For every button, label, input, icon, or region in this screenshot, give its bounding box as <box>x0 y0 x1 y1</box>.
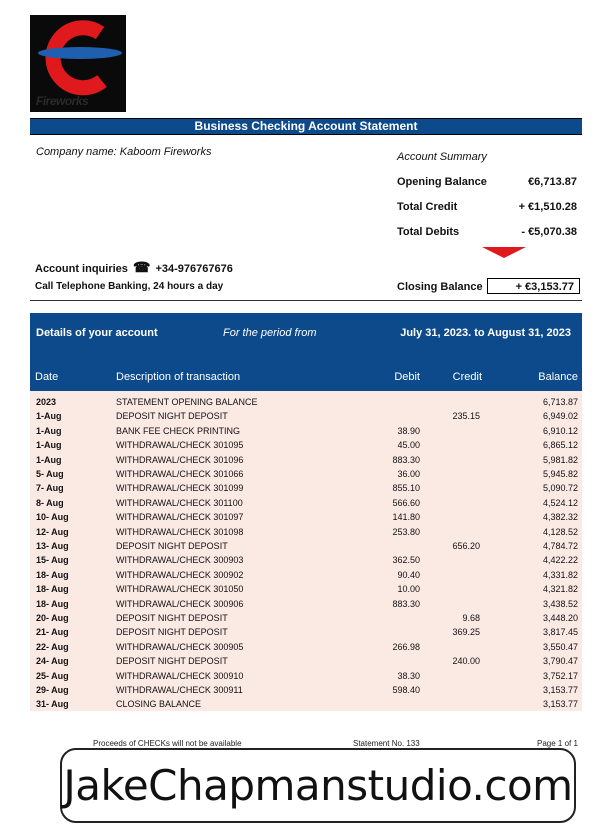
table-row <box>30 525 582 539</box>
opening-balance-value: €6,713.87 <box>528 176 577 188</box>
statement-number: Statement No. 133 <box>353 739 420 748</box>
row-balance: 3,153.77 <box>542 699 578 710</box>
row-debit: 883.30 <box>392 598 420 609</box>
row-debit: 90.40 <box>397 569 420 580</box>
row-balance: 4,128.52 <box>542 526 578 537</box>
account-details-header <box>30 313 582 391</box>
total-debits-value: - €5,070.38 <box>521 226 577 238</box>
account-inquiries <box>35 259 233 276</box>
row-balance: 3,550.47 <box>542 641 578 652</box>
col-debit: Debit <box>394 371 420 383</box>
row-debit: 566.60 <box>392 497 420 508</box>
row-date: 20- Aug <box>36 613 69 623</box>
table-row <box>30 409 582 423</box>
table-row <box>30 611 582 625</box>
telephone-banking-note: Call Telephone Banking, 24 hours a day <box>35 281 224 292</box>
opening-balance-label: Opening Balance <box>397 176 487 188</box>
row-debit: 266.98 <box>392 641 420 652</box>
row-debit: 36.00 <box>397 469 420 479</box>
table-row <box>30 510 582 524</box>
row-balance: 4,321.82 <box>542 584 578 595</box>
row-description: WITHDRAWAL/CHECK 301096 <box>116 454 244 465</box>
divider <box>30 300 582 301</box>
row-description: WITHDRAWAL/CHECK 300911 <box>116 685 243 695</box>
summary-heading: Account Summary <box>397 151 487 163</box>
row-date: 12- Aug <box>36 526 69 537</box>
row-debit: 253.80 <box>392 526 420 537</box>
row-description: WITHDRAWAL/CHECK 301097 <box>116 512 244 523</box>
col-description: Description of transaction <box>116 371 241 383</box>
total-credit-row <box>397 201 577 213</box>
row-debit: 362.50 <box>392 555 420 566</box>
col-balance: Balance <box>538 371 578 383</box>
row-description: DEPOSIT NIGHT DEPOSIT <box>116 656 228 667</box>
period-range: July 31, 2023. to August 31, 2023 <box>400 327 571 339</box>
row-description: STATEMENT OPENING BALANCE <box>116 397 258 407</box>
total-debits-label: Total Debits <box>397 226 460 238</box>
row-date: 2023 <box>36 397 57 407</box>
company-name: Company name: Kaboom Fireworks <box>36 146 212 158</box>
row-balance: 6,865.12 <box>542 440 578 451</box>
row-credit: 240.00 <box>452 656 480 667</box>
row-credit: 656.20 <box>452 541 480 551</box>
table-row <box>30 539 582 553</box>
row-description: BANK FEE CHECK PRINTING <box>116 425 241 436</box>
row-date: 29- Aug <box>36 685 69 695</box>
table-row <box>30 697 582 711</box>
table-row <box>30 395 582 409</box>
row-description: CLOSING BALANCE <box>116 699 202 710</box>
row-debit: 141.80 <box>392 512 420 523</box>
table-row <box>30 625 582 639</box>
table-row <box>30 683 582 697</box>
row-description: DEPOSIT NIGHT DEPOSIT <box>116 541 228 551</box>
row-date: 25- Aug <box>36 670 69 681</box>
row-debit: 883.30 <box>392 454 420 465</box>
row-debit: 38.90 <box>397 425 420 436</box>
row-description: WITHDRAWAL/CHECK 301100 <box>116 497 243 508</box>
row-date: 18- Aug <box>36 598 69 609</box>
row-date: 18- Aug <box>36 584 69 595</box>
row-balance: 4,524.12 <box>542 497 578 508</box>
row-balance: 3,153.77 <box>542 685 578 695</box>
table-row <box>30 669 582 683</box>
closing-balance-label: Closing Balance <box>397 281 483 293</box>
row-balance: 6,910.12 <box>542 425 578 436</box>
row-balance: 6,713.87 <box>542 397 578 407</box>
row-description: WITHDRAWAL/CHECK 301095 <box>116 440 244 451</box>
row-balance: 3,817.45 <box>542 627 578 638</box>
row-description: WITHDRAWAL/CHECK 301050 <box>116 584 244 595</box>
row-date: 1-Aug <box>36 440 62 451</box>
table-row <box>30 453 582 467</box>
row-debit: 10.00 <box>397 584 420 595</box>
row-balance: 3,752.17 <box>542 670 578 681</box>
total-debits-row <box>397 226 577 238</box>
total-credit-value: + €1,510.28 <box>518 201 577 213</box>
row-debit: 855.10 <box>392 483 420 494</box>
row-debit: 598.40 <box>392 685 420 695</box>
row-balance: 4,784.72 <box>542 541 578 551</box>
table-row <box>30 553 582 567</box>
row-date: 15- Aug <box>36 555 69 566</box>
row-date: 18- Aug <box>36 569 69 580</box>
row-credit: 9.68 <box>462 613 480 623</box>
watermark: JakeChapmanstudio.com <box>60 748 576 823</box>
row-balance: 6,949.02 <box>542 411 578 422</box>
page-number: Page 1 of 1 <box>537 739 578 748</box>
table-row <box>30 467 582 481</box>
table-row <box>30 481 582 495</box>
row-date: 13- Aug <box>36 541 69 551</box>
row-date: 7- Aug <box>36 483 64 494</box>
table-row <box>30 640 582 654</box>
row-description: WITHDRAWAL/CHECK 300902 <box>116 569 244 580</box>
row-date: 5- Aug <box>36 469 64 479</box>
details-label: Details of your account <box>36 327 158 339</box>
row-description: WITHDRAWAL/CHECK 301099 <box>116 483 244 494</box>
table-row <box>30 582 582 596</box>
row-description: WITHDRAWAL/CHECK 300910 <box>116 670 244 681</box>
row-description: WITHDRAWAL/CHECK 300903 <box>116 555 244 566</box>
col-credit: Credit <box>452 371 482 383</box>
row-description: WITHDRAWAL/CHECK 301098 <box>116 526 244 537</box>
row-balance: 4,422.22 <box>542 555 578 566</box>
transactions-table <box>30 391 582 711</box>
telephone-icon: ☎ <box>132 259 151 275</box>
row-balance: 5,981.82 <box>542 454 578 465</box>
table-row <box>30 424 582 438</box>
row-date: 21- Aug <box>36 627 69 638</box>
row-date: 8- Aug <box>36 497 64 508</box>
table-row <box>30 654 582 668</box>
table-row <box>30 438 582 452</box>
arrow-down-icon <box>482 247 526 258</box>
row-debit: 38.30 <box>397 670 420 681</box>
row-credit: 369.25 <box>452 627 480 638</box>
row-balance: 3,438.52 <box>542 598 578 609</box>
logo-wordmark: Fireworks <box>36 94 89 108</box>
inquiries-label: Account inquiries <box>35 263 128 275</box>
row-debit: 45.00 <box>397 440 420 451</box>
row-description: DEPOSIT NIGHT DEPOSIT <box>116 411 228 422</box>
row-date: 22- Aug <box>36 641 69 652</box>
row-date: 1-Aug <box>36 454 62 465</box>
table-row <box>30 597 582 611</box>
row-description: DEPOSIT NIGHT DEPOSIT <box>116 627 228 638</box>
proceeds-note: Proceeds of CHECKs will not be available <box>93 739 242 748</box>
row-date: 24- Aug <box>36 656 69 667</box>
row-credit: 235.15 <box>452 411 480 422</box>
closing-balance-value: + €3,153.77 <box>487 278 580 294</box>
table-row <box>30 496 582 510</box>
row-date: 31- Aug <box>36 699 69 710</box>
table-row <box>30 568 582 582</box>
row-description: WITHDRAWAL/CHECK 300905 <box>116 641 244 652</box>
company-logo <box>30 15 126 112</box>
opening-balance-row <box>397 176 577 188</box>
statement-title: Business Checking Account Statement <box>30 118 582 135</box>
row-balance: 3,448.20 <box>542 613 578 623</box>
row-balance: 5,945.82 <box>542 469 578 479</box>
row-description: WITHDRAWAL/CHECK 300906 <box>116 598 244 609</box>
row-balance: 4,382.32 <box>542 512 578 523</box>
row-balance: 3,790.47 <box>542 656 578 667</box>
total-credit-label: Total Credit <box>397 201 458 213</box>
row-balance: 5,090.72 <box>542 483 578 494</box>
row-description: WITHDRAWAL/CHECK 301066 <box>116 469 244 479</box>
period-label: For the period from <box>223 327 317 339</box>
row-balance: 4,331.82 <box>542 569 578 580</box>
col-date: Date <box>35 371 59 383</box>
row-description: DEPOSIT NIGHT DEPOSIT <box>116 613 228 623</box>
row-date: 1-Aug <box>36 425 62 436</box>
row-date: 1-Aug <box>36 411 62 422</box>
inquiries-phone: +34-976767676 <box>155 263 233 275</box>
row-date: 10- Aug <box>36 512 69 523</box>
